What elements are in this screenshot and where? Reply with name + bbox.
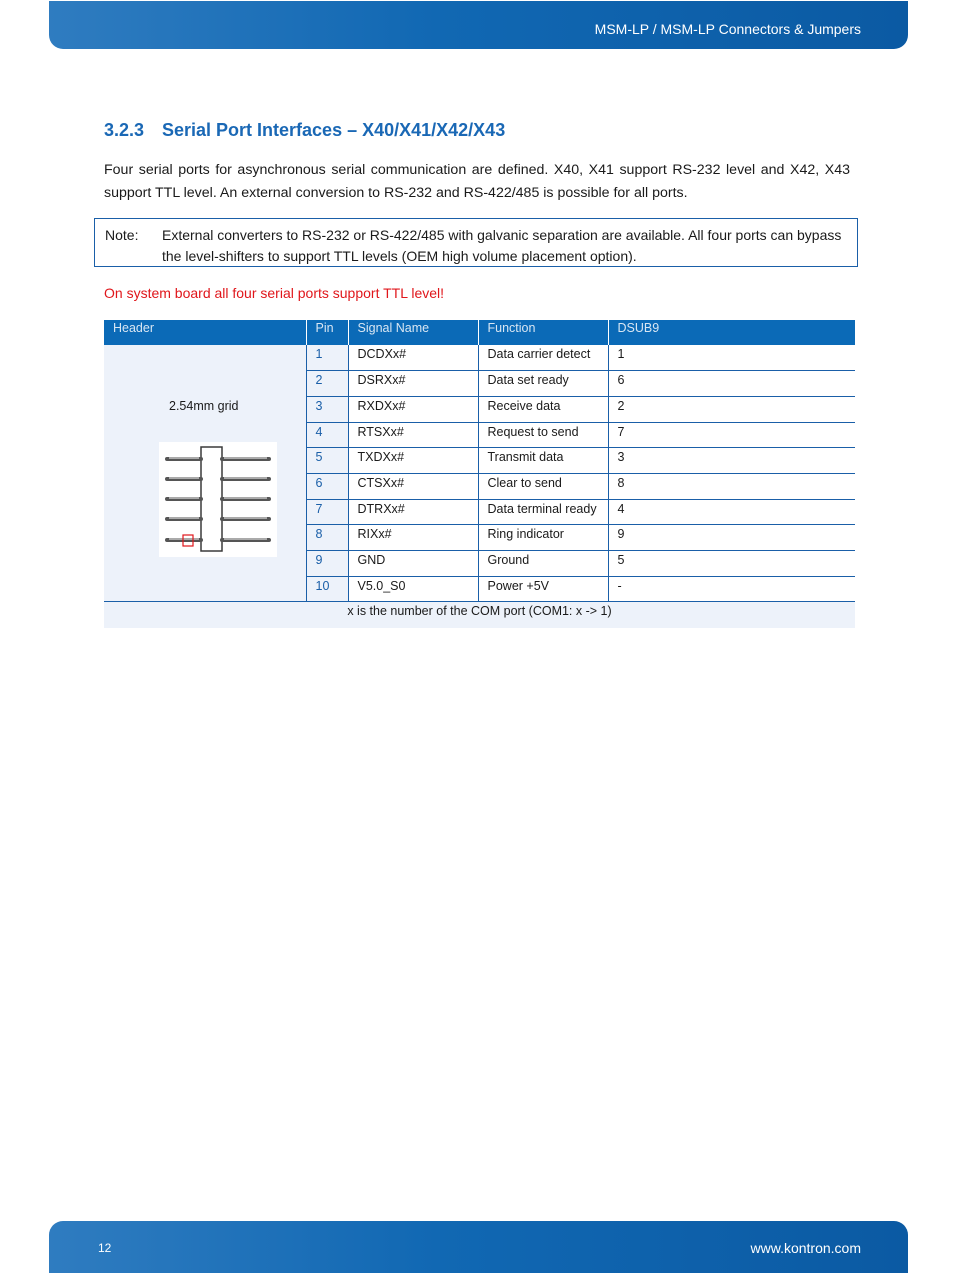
signal-name: RIXx#	[348, 525, 478, 551]
pin-number: 5	[306, 448, 348, 474]
intro-paragraph: Four serial ports for asynchronous serial communication are defined. X40, X41 support RS-232 level and X42, X43 support TTL level. An external conversion to RS-232 and RS-422/485 is possible for all ports.	[104, 162, 850, 201]
dsub9-pin: 5	[608, 551, 855, 577]
note-text: External converters to RS-232 or RS-422/485 with galvanic separation are available. All four ports can bypass the level-shifters to support TTL levels (OEM high volume placement option).	[162, 227, 842, 264]
section-number: 3.2.3	[104, 120, 145, 140]
signal-name: RXDXx#	[348, 396, 478, 422]
dsub9-pin: 1	[608, 345, 855, 371]
col-function: Function	[478, 320, 608, 345]
function: Data carrier detect	[478, 345, 608, 371]
footer-band	[49, 1221, 908, 1273]
pin-number: 3	[306, 396, 348, 422]
pin-number: 4	[306, 422, 348, 448]
section-title: Serial Port Interfaces – X40/X41/X42/X43	[162, 120, 506, 140]
function: Data set ready	[478, 371, 608, 397]
function: Power +5V	[478, 576, 608, 602]
signal-name: V5.0_S0	[348, 576, 478, 602]
col-header: Header	[104, 320, 306, 345]
dsub9-pin: 7	[608, 422, 855, 448]
function: Receive data	[478, 396, 608, 422]
signal-name: DTRXx#	[348, 499, 478, 525]
note-box	[94, 218, 858, 267]
pin-number: 6	[306, 473, 348, 499]
col-signal-name: Signal Name	[348, 320, 478, 345]
pin-number: 8	[306, 525, 348, 551]
dsub9-pin: 4	[608, 499, 855, 525]
function: Transmit data	[478, 448, 608, 474]
signal-name: RTSXx#	[348, 422, 478, 448]
col-pin: Pin	[306, 320, 348, 345]
dsub9-pin: 3	[608, 448, 855, 474]
dsub9-pin: -	[608, 576, 855, 602]
pin-header-illustration	[159, 442, 277, 557]
dsub9-pin: 9	[608, 525, 855, 551]
function: Data terminal ready	[478, 499, 608, 525]
signal-name: TXDXx#	[348, 448, 478, 474]
note-label: Note:	[105, 227, 139, 243]
function: Ground	[478, 551, 608, 577]
header-title: MSM-LP / MSM-LP Connectors & Jumpers	[594, 21, 861, 37]
pin-number: 2	[306, 371, 348, 397]
pin-number: 9	[306, 551, 348, 577]
table-header-row	[104, 320, 855, 345]
ttl-warning: On system board all four serial ports support TTL level!	[104, 285, 445, 301]
signal-name: DSRXx#	[348, 371, 478, 397]
signal-name: DCDXx#	[348, 345, 478, 371]
dsub9-pin: 8	[608, 473, 855, 499]
website-link[interactable]: www.kontron.com	[750, 1240, 861, 1256]
table-footnote: x is the number of the COM port (COM1: x -> 1)	[104, 602, 855, 628]
pin-number: 1	[306, 345, 348, 371]
function: Request to send	[478, 422, 608, 448]
serial-pin-table	[104, 320, 855, 628]
dsub9-pin: 2	[608, 396, 855, 422]
page-number: 12	[98, 1241, 112, 1255]
section-heading	[104, 120, 505, 141]
signal-name: GND	[348, 551, 478, 577]
function: Ring indicator	[478, 525, 608, 551]
signal-name: CTSXx#	[348, 473, 478, 499]
col-dsub9: DSUB9	[608, 320, 855, 345]
dsub9-pin: 6	[608, 371, 855, 397]
header-illustration-cell	[104, 345, 306, 602]
header-band	[49, 1, 908, 49]
table-row	[104, 345, 855, 371]
pin-number: 10	[306, 576, 348, 602]
function: Clear to send	[478, 473, 608, 499]
table-footnote-row	[104, 602, 855, 628]
grid-label: 2.54mm grid	[169, 399, 239, 413]
pin-number: 7	[306, 499, 348, 525]
